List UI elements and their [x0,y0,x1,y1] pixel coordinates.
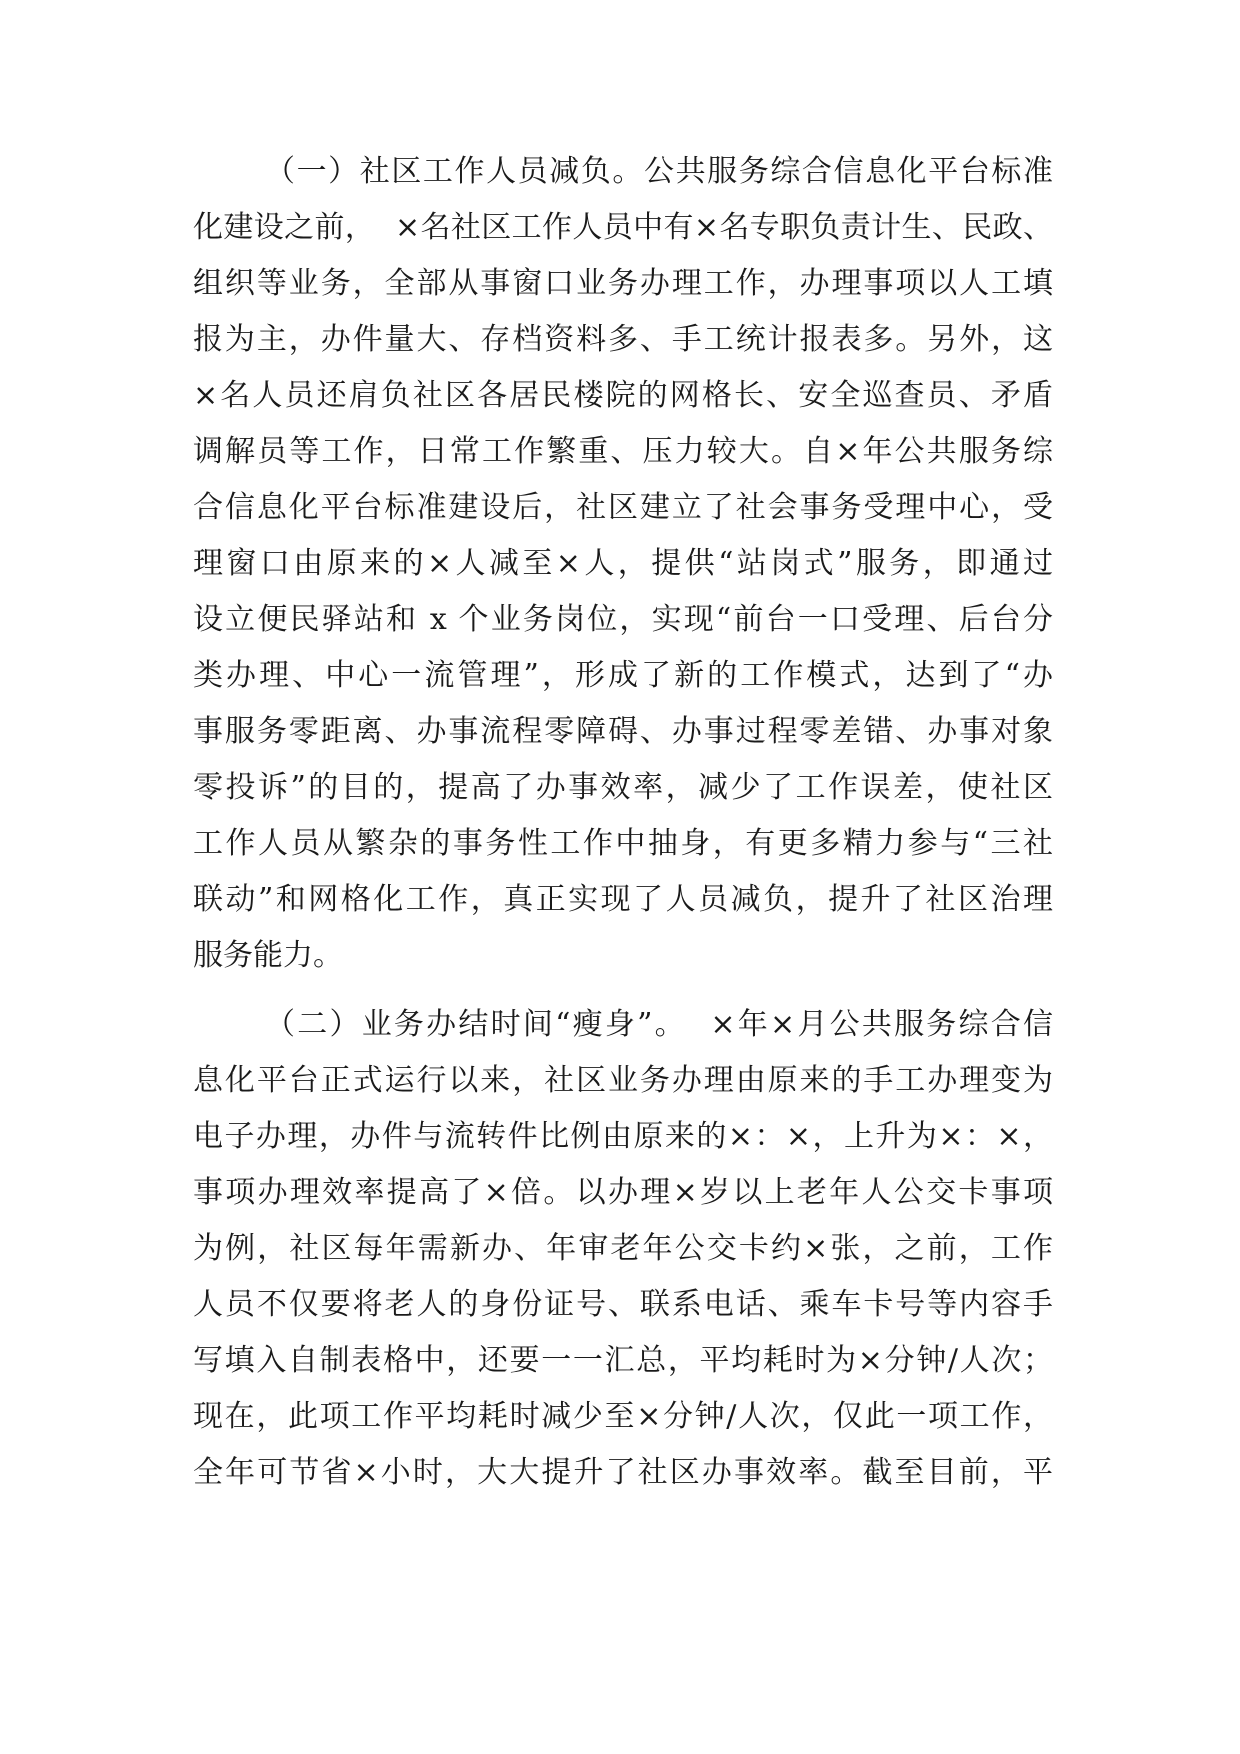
text-line: 全年可节省×小时，大大提升了社区办事效率。截至目前，平 [193,1455,1053,1490]
text-line: 写填入自制表格中，还要一一汇总，平均耗时为×分钟/人次； [193,1343,1053,1378]
text-line: （一）社区工作人员减负。公共服务综合信息化平台标准 [265,154,1053,189]
text-line: 合信息化平台标准建设后，社区建立了社会事务受理中心，受 [193,490,1053,525]
text-line: 联动”和网格化工作，真正实现了人员减负，提升了社区治理 [193,882,1053,917]
text-line: 化建设之前， ×名社区工作人员中有×名专职负责计生、民政、 [193,210,1053,245]
text-line: 调解员等工作，日常工作繁重、压力较大。自×年公共服务综 [193,434,1053,469]
text-line: 息化平台正式运行以来，社区业务办理由原来的手工办理变为 [193,1063,1053,1098]
text-line: 电子办理，办件与流转件比例由原来的×：×，上升为×：×， [193,1119,1053,1154]
text-line: 事项办理效率提高了×倍。以办理×岁以上老年人公交卡事项 [193,1175,1053,1210]
text-line: 人员不仅要将老人的身份证号、联系电话、乘车卡号等内容手 [193,1287,1053,1322]
text-line: 服务能力。 [193,938,343,973]
text-line: 现在，此项工作平均耗时减少至×分钟/人次，仅此一项工作， [193,1399,1053,1434]
text-line: 事服务零距离、办事流程零障碍、办事过程零差错、办事对象 [193,714,1053,749]
text-line: ×名人员还肩负社区各居民楼院的网格长、安全巡查员、矛盾 [193,378,1053,413]
text-line: 组织等业务，全部从事窗口业务办理工作，办理事项以人工填 [193,266,1053,301]
text-line: 为例，社区每年需新办、年审老年公交卡约×张，之前，工作 [193,1231,1053,1266]
text-line: 零投诉”的目的，提高了办事效率，减少了工作误差，使社区 [193,770,1053,805]
text-line: 工作人员从繁杂的事务性工作中抽身，有更多精力参与“三社 [193,826,1053,861]
text-line: （二）业务办结时间“瘦身”。 ×年×月公共服务综合信 [265,1007,1053,1042]
text-line: 报为主，办件量大、存档资料多、手工统计报表多。另外，这 [193,322,1053,357]
text-line: 设立便民驿站和 x 个业务岗位，实现“前台一口受理、后台分 [193,602,1053,637]
text-line: 理窗口由原来的×人减至×人，提供“站岗式”服务，即通过 [193,546,1053,581]
text-line: 类办理、中心一流管理”，形成了新的工作模式，达到了“办 [193,658,1053,693]
